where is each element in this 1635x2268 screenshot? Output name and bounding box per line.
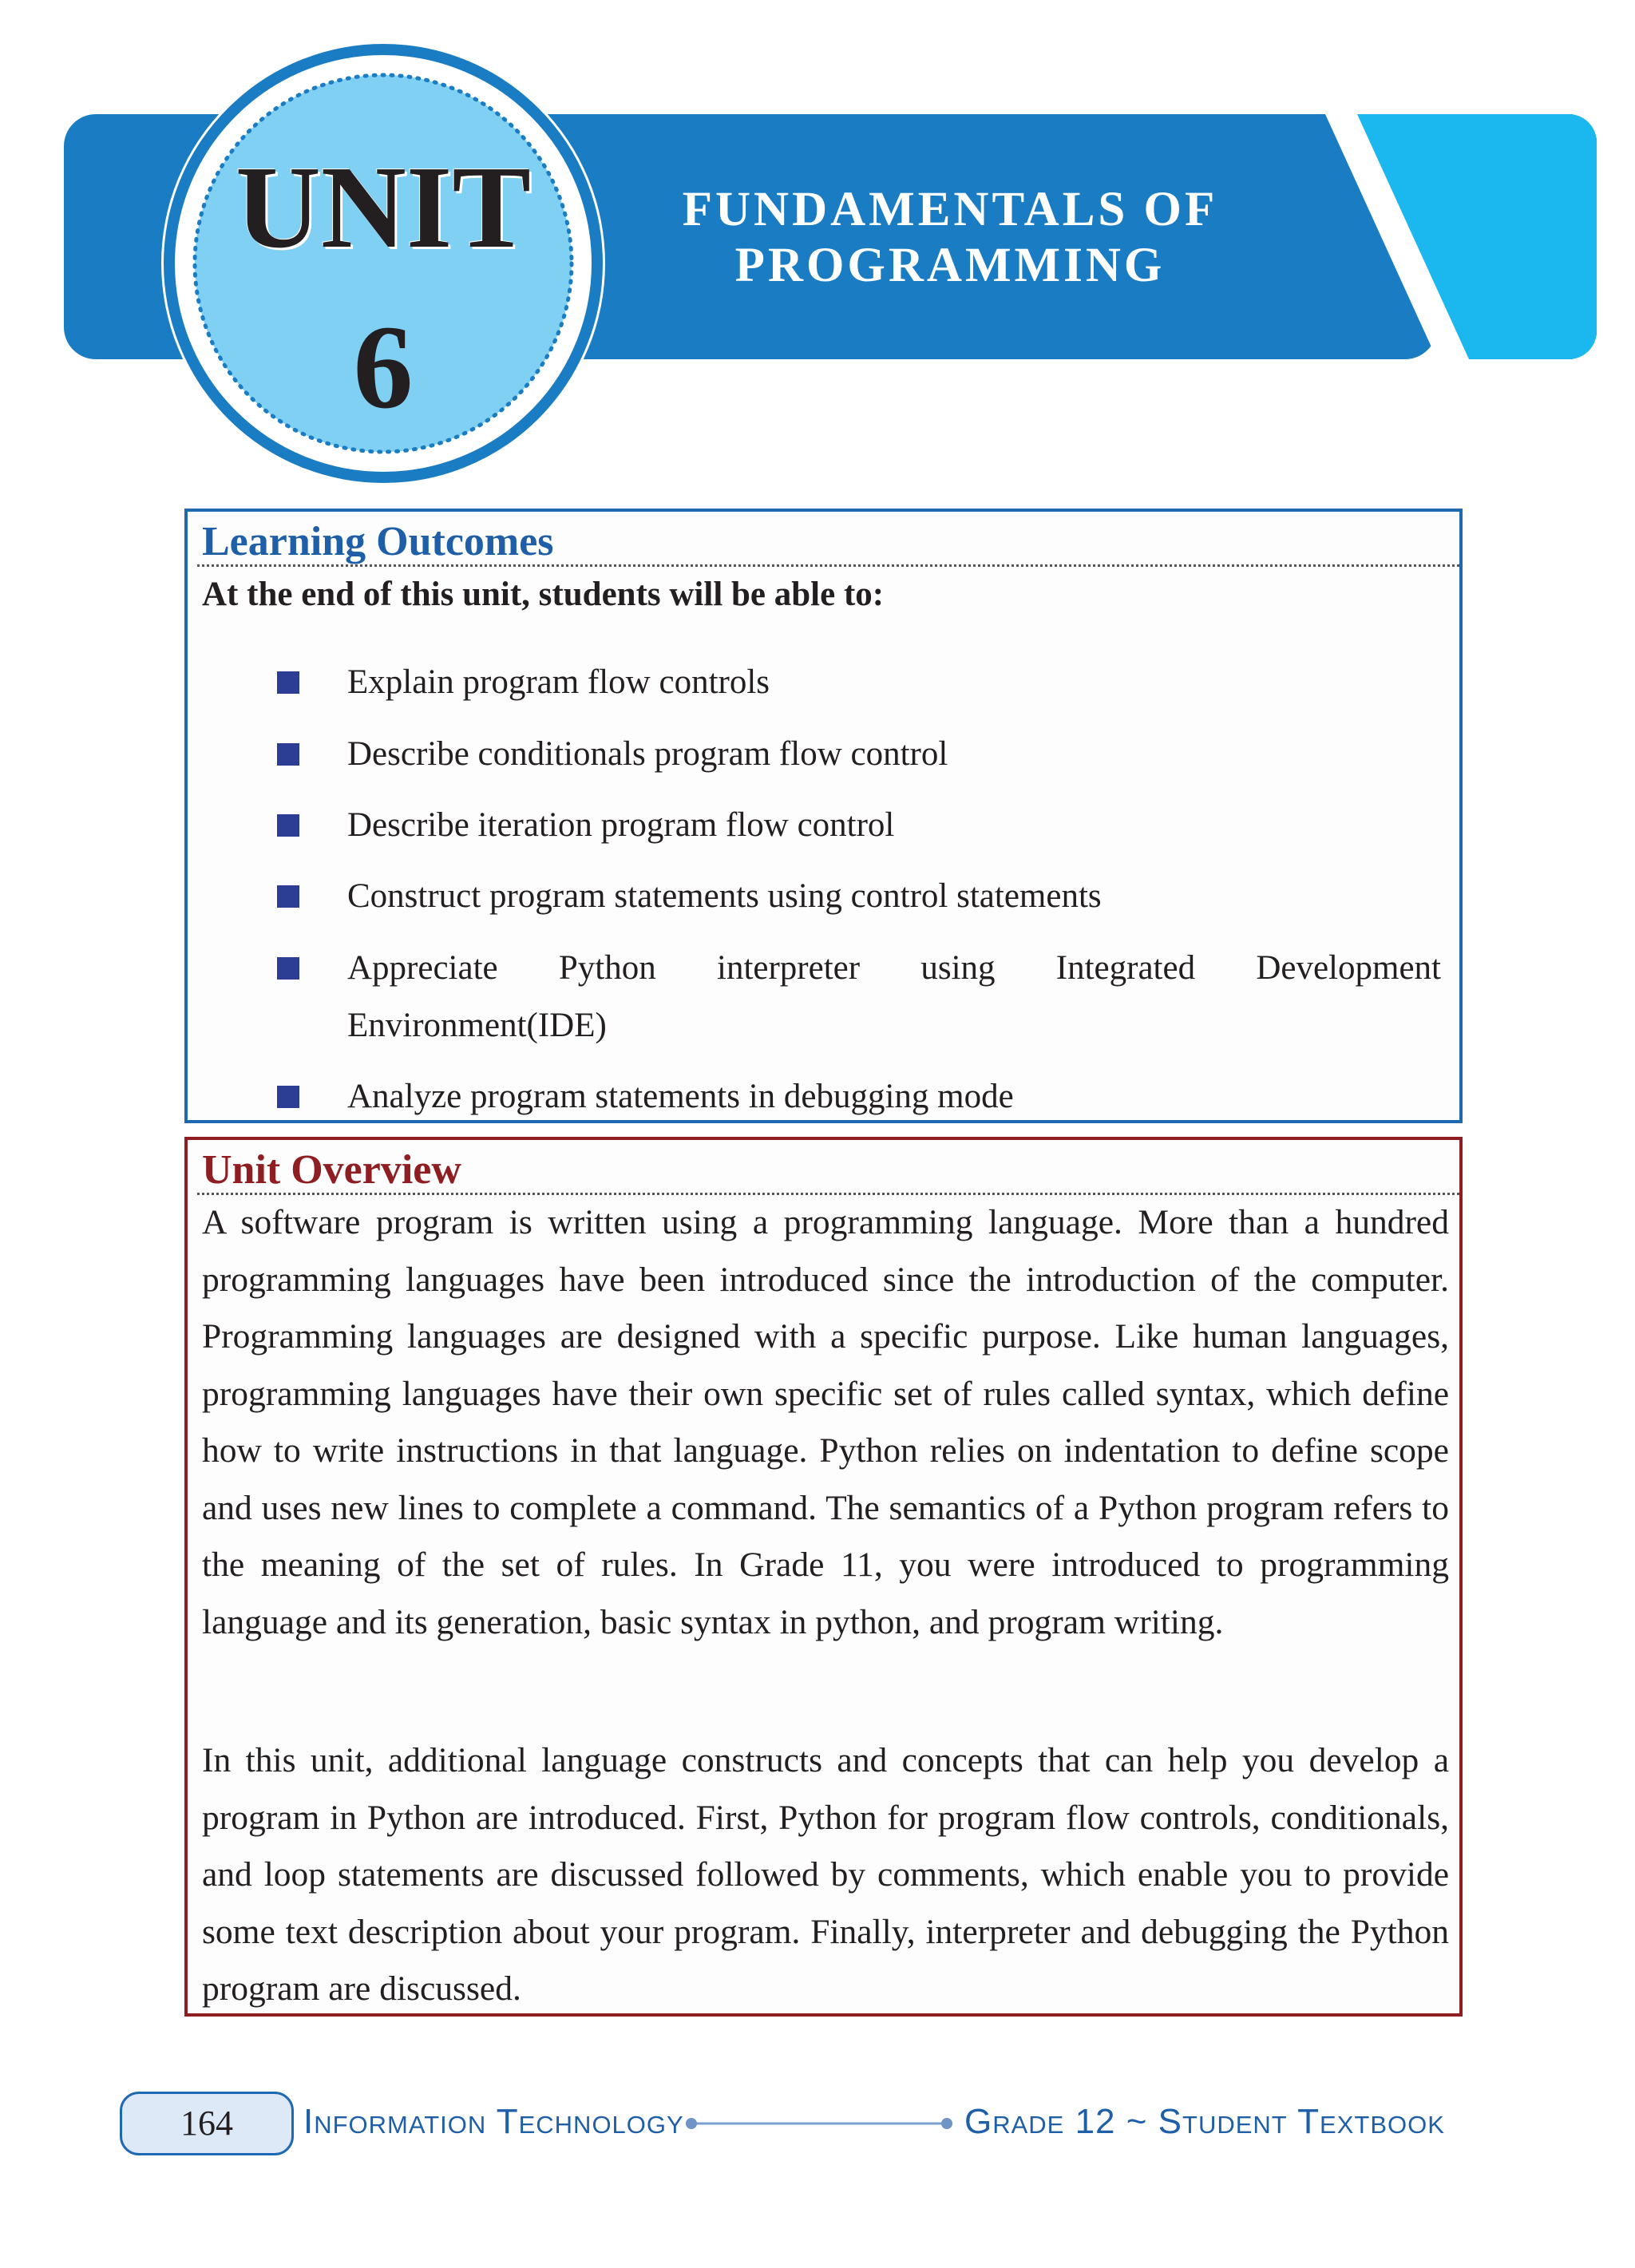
square-bullet-icon: [277, 671, 299, 694]
unit-title-line1: FUNDAMENTALS OF: [682, 183, 1218, 236]
heading-divider: [197, 564, 1459, 567]
unit-number: 6: [353, 301, 414, 433]
footer-grade: Grade 12 ~ Student Textbook: [964, 2102, 1445, 2141]
square-bullet-icon: [277, 743, 299, 766]
unit-title: [559, 182, 1341, 294]
outcome-item: Appreciate Python interpreter using Integrated Development Environment(IDE): [347, 940, 1441, 1055]
overview-paragraph-2: In this unit, additional language constructs and concepts that can help you develop a program in Python are introduced. First, Python for program flow controls, conditionals, and loop statements are discussed followed by comments, which enable you to provide some text description about your program. Finally, interpreter and debugging the Python program are discussed.: [202, 1741, 1449, 2008]
page-footer: [0, 2084, 1635, 2163]
square-bullet-icon: [277, 957, 299, 980]
unit-overview-box: [184, 1137, 1463, 2017]
outcome-item: Analyze program statements in debugging mode: [347, 1068, 1441, 1126]
square-bullet-icon: [277, 1086, 299, 1108]
outcome-item: Construct program statements using control statements: [347, 868, 1441, 925]
learning-outcomes-box: [184, 509, 1463, 1123]
footer-subject: Information Technology: [303, 2102, 684, 2141]
learning-outcomes-heading: Learning Outcomes: [202, 519, 554, 564]
unit-title-line2: PROGRAMMING: [734, 239, 1166, 292]
footer-divider: [685, 2116, 953, 2131]
square-bullet-icon: [277, 885, 299, 908]
square-bullet-icon: [277, 814, 299, 837]
outcome-item: Describe conditionals program flow control: [347, 726, 1441, 783]
outcomes-intro: At the end of this unit, students will be able to:: [202, 576, 885, 613]
overview-paragraph-1: A software program is written using a programming language. More than a hundred programming languages have been introduced since the introduction of the computer. Programming languages are designed with a specific purpose. Like human languages, programming languages have their own specific set of rules called syntax, which define how to write instructions in that language. Python relies on indentation to define scope and uses new lines to complete a command. The semantics of a Python program refers to the meaning of the set of rules. In Grade 11, you were introduced to programming language and its generation, basic syntax in python, and program writing.: [202, 1203, 1449, 1641]
outcome-item: Explain program flow controls: [347, 654, 1441, 711]
unit-overview-heading: Unit Overview: [202, 1147, 461, 1193]
outcome-item: Describe iteration program flow control: [347, 797, 1441, 854]
unit-label: UNIT: [235, 142, 532, 273]
page-number: 164: [120, 2092, 294, 2155]
